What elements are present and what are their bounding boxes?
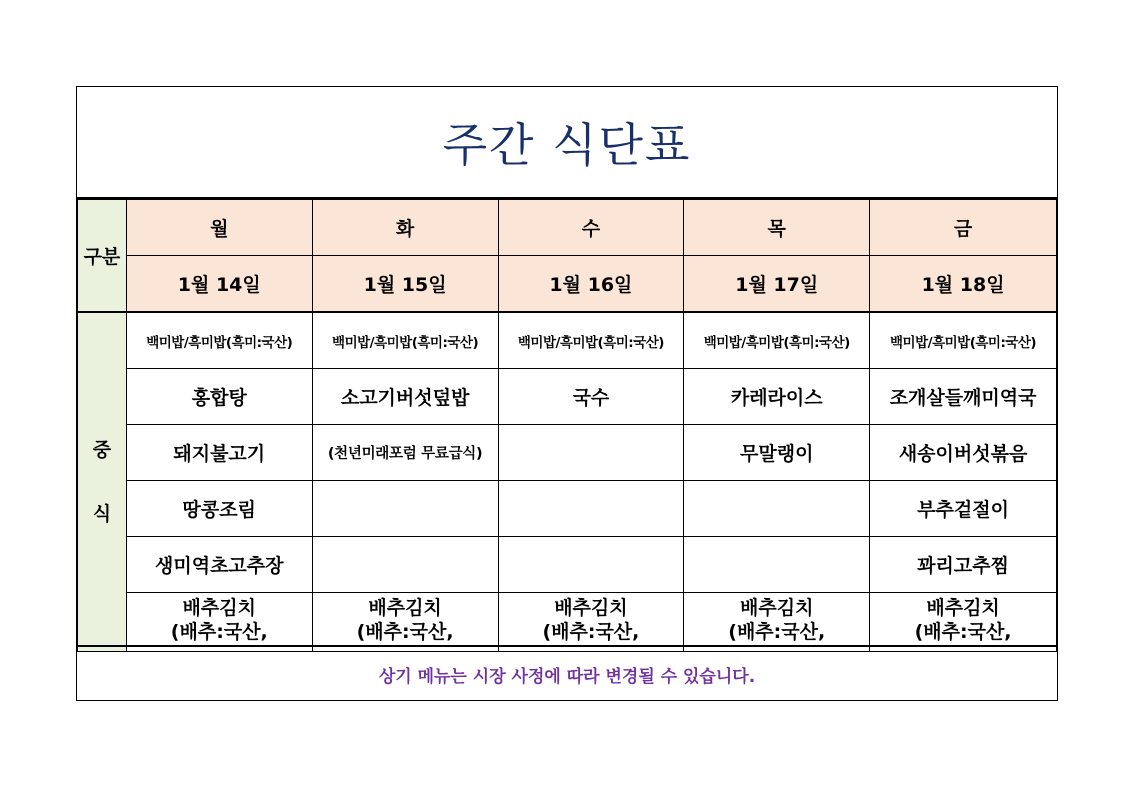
kimchi-origin: (배추:국산, — [542, 621, 640, 643]
menu-row — [78, 537, 1057, 593]
menu-row — [78, 481, 1057, 537]
meal-label-cell — [78, 312, 127, 652]
footer-note-row — [77, 645, 1057, 701]
menu-sheet — [76, 86, 1058, 701]
meal-label-char: 중 — [92, 439, 112, 461]
title-row — [77, 87, 1057, 199]
kimchi-name: 배추김치 — [926, 597, 1000, 619]
kimchi-cell — [684, 593, 870, 652]
menu-cell: 돼지불고기 — [126, 425, 312, 481]
menu-cell: 땅콩조림 — [126, 481, 312, 537]
kimchi-name: 배추김치 — [182, 597, 256, 619]
kimchi-origin: (배추:국산, — [170, 621, 268, 643]
kimchi-origin: (배추:국산, — [728, 621, 826, 643]
menu-cell: 국수 — [498, 369, 684, 425]
menu-cell: 무말랭이 — [684, 425, 870, 481]
day-header: 금 — [870, 200, 1057, 256]
menu-cell: 카레라이스 — [684, 369, 870, 425]
rice-row — [78, 312, 1057, 369]
menu-table — [77, 199, 1057, 652]
day-header: 수 — [498, 200, 684, 256]
kimchi-row — [78, 593, 1057, 652]
menu-cell: 조개살들깨미역국 — [870, 369, 1057, 425]
menu-cell: 부추겉절이 — [870, 481, 1057, 537]
day-header-row — [78, 200, 1057, 256]
menu-cell: 생미역초고추장 — [126, 537, 312, 593]
kimchi-name: 배추김치 — [368, 597, 442, 619]
menu-cell: 백미밥/흑미밥(흑미:국산) — [684, 312, 870, 369]
kimchi-cell — [312, 593, 498, 652]
date-header: 1월 18일 — [870, 256, 1057, 313]
menu-cell: 꽈리고추찜 — [870, 537, 1057, 593]
footer-note: 상기 메뉴는 시장 사정에 따라 변경될 수 있습니다. — [378, 666, 756, 687]
date-header: 1월 17일 — [684, 256, 870, 313]
kimchi-origin: (배추:국산, — [356, 621, 454, 643]
page-title: 주간 식단표 — [442, 118, 692, 172]
meal-label-char: 식 — [92, 503, 112, 525]
day-header: 화 — [312, 200, 498, 256]
kimchi-cell — [126, 593, 312, 652]
menu-cell — [312, 537, 498, 593]
kimchi-origin: (배추:국산, — [914, 621, 1012, 643]
menu-cell: 새송이버섯볶음 — [870, 425, 1057, 481]
menu-cell: 백미밥/흑미밥(흑미:국산) — [126, 312, 312, 369]
menu-cell — [498, 537, 684, 593]
menu-row — [78, 369, 1057, 425]
menu-cell: 백미밥/흑미밥(흑미:국산) — [312, 312, 498, 369]
menu-cell — [684, 481, 870, 537]
menu-cell — [498, 425, 684, 481]
kimchi-name: 배추김치 — [554, 597, 628, 619]
date-header: 1월 15일 — [312, 256, 498, 313]
menu-cell — [312, 481, 498, 537]
menu-cell — [498, 481, 684, 537]
day-header: 목 — [684, 200, 870, 256]
menu-cell: 홍합탕 — [126, 369, 312, 425]
kimchi-cell — [498, 593, 684, 652]
kimchi-cell — [870, 593, 1057, 652]
menu-note-cell: (천년미래포럼 무료급식) — [312, 425, 498, 481]
menu-cell — [684, 537, 870, 593]
kimchi-name: 배추김치 — [740, 597, 814, 619]
date-header: 1월 16일 — [498, 256, 684, 313]
menu-cell: 백미밥/흑미밥(흑미:국산) — [870, 312, 1057, 369]
menu-row — [78, 425, 1057, 481]
category-label: 구분 — [83, 246, 121, 268]
menu-cell: 소고기버섯덮밥 — [312, 369, 498, 425]
menu-cell: 백미밥/흑미밥(흑미:국산) — [498, 312, 684, 369]
category-label-cell — [78, 200, 127, 313]
date-header-row — [78, 256, 1057, 313]
day-header: 월 — [126, 200, 312, 256]
date-header: 1월 14일 — [126, 256, 312, 313]
